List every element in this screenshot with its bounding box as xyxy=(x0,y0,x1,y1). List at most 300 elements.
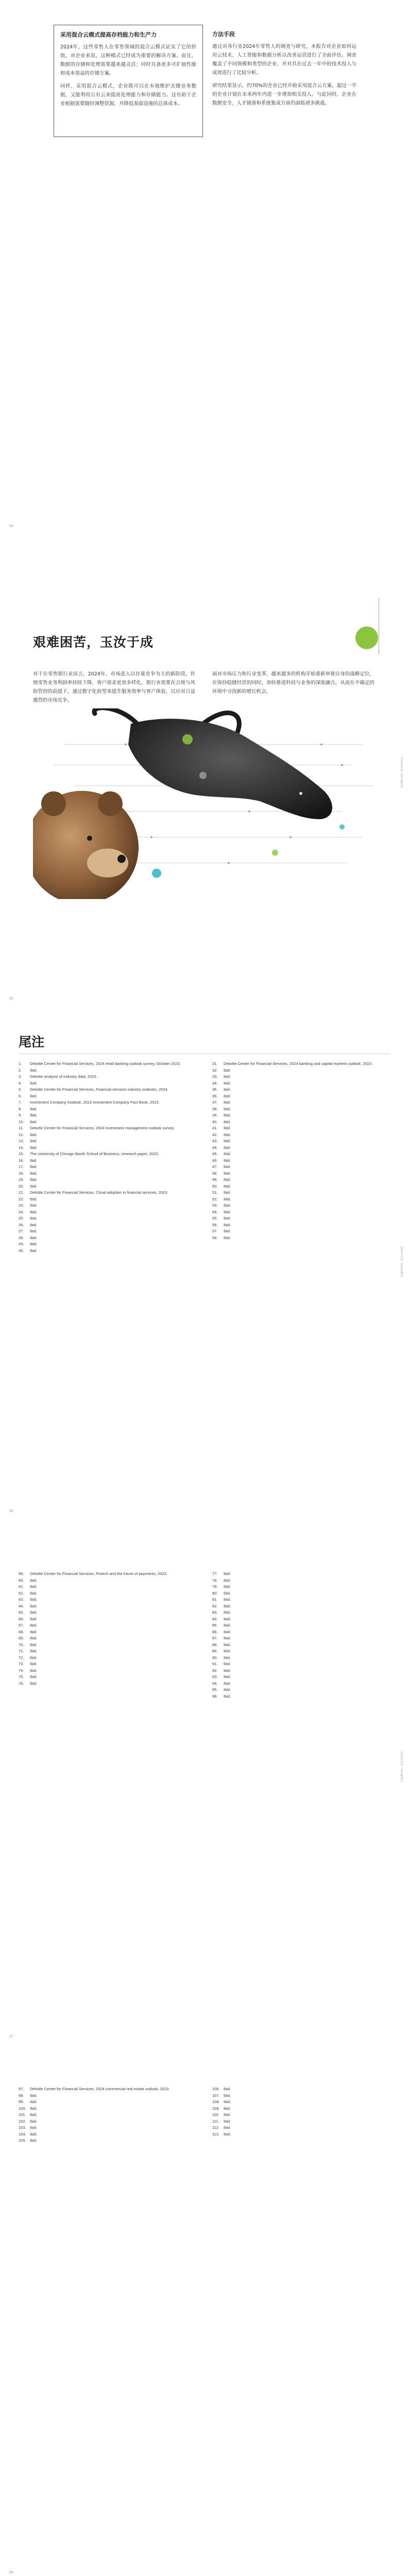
endnote-text: Ibid. xyxy=(30,1578,38,1583)
endnote xyxy=(212,1229,387,1234)
section-heading: 艰难困苦，玉汝于成 xyxy=(33,635,154,650)
endnote xyxy=(212,1081,387,1087)
endnote-number: 109. xyxy=(212,2106,220,2111)
endnote xyxy=(19,1151,194,1157)
endnote-text: Ibid. xyxy=(224,1139,231,1143)
endnote-number: 54. xyxy=(212,1209,218,1214)
endnote-number: 103. xyxy=(19,2125,26,2130)
endnote-number: 24. xyxy=(19,1209,24,1214)
methodology-paragraph: 通过对各行业2024年零售人的调查与研究，本报告对企业如何运用云技术、人工智能和数据分析以改善运营进行了全面评估。调查覆盖了不同规模和类型的企业，并对其在过去一年中的技术投入与成效进行了比较分析。 xyxy=(212,44,356,76)
page-marker: 05 xyxy=(9,997,13,1001)
endnote-number: 56. xyxy=(212,1222,218,1227)
endnote-number: 57. xyxy=(212,1229,218,1233)
endnote-number: 93. xyxy=(212,1674,218,1679)
endnote-number: 27. xyxy=(19,1229,24,1233)
endnote-text: Ibid. xyxy=(224,1687,231,1692)
endnote xyxy=(19,1087,194,1093)
endnote-number: 80. xyxy=(212,1590,218,1596)
endnote-number: 88. xyxy=(212,1642,218,1647)
endnote xyxy=(212,1571,387,1577)
endnote-number: 10. xyxy=(19,1119,24,1124)
endnote-number: 32. xyxy=(212,1067,218,1073)
notes-column-right xyxy=(212,1571,387,1700)
endnote-number: 96. xyxy=(212,1693,218,1699)
endnote-number: 60. xyxy=(19,1578,24,1583)
box-paragraph: 同样，采用混合云模式，企业既可以在本地维护关键业务数据，又能利用公有云来提高处理能力和存储能力。这有助于企业根据需要随时调整资源，并降低基础设施的总体成本。 xyxy=(60,83,196,107)
endnote-number: 68. xyxy=(19,1629,24,1634)
endnote-number: 5. xyxy=(19,1087,22,1092)
endnote-number: 65. xyxy=(19,1610,24,1615)
endnote-number: 62. xyxy=(19,1590,24,1596)
endnote-number: 72. xyxy=(19,1655,24,1660)
endnote-text: Ibid. xyxy=(224,1209,231,1214)
bear-figure xyxy=(33,791,139,899)
endnote-text: Ibid. xyxy=(224,1132,231,1137)
endnote-number: 47. xyxy=(212,1164,218,1169)
endnote xyxy=(19,1061,194,1067)
endnote-text: Ibid. xyxy=(224,1145,231,1150)
endnote-number: 45. xyxy=(212,1151,218,1156)
endnote xyxy=(212,1171,387,1177)
endnote-text: Ibid. xyxy=(224,1067,231,1073)
endnote xyxy=(212,1197,387,1202)
endnote xyxy=(19,2132,194,2138)
endnote xyxy=(19,1668,194,1674)
endnote-text: Ibid. xyxy=(30,2131,38,2137)
endnote-text: Ibid. xyxy=(224,1649,231,1653)
endnote-text: Ibid. xyxy=(224,1584,231,1589)
endnote-number: 19. xyxy=(19,1177,24,1182)
endnote xyxy=(19,1120,194,1125)
endnote-text: Ibid. xyxy=(224,1087,231,1092)
endnote-number: 26. xyxy=(19,1222,24,1227)
endnote-text: Ibid. xyxy=(224,1106,231,1111)
endnote-number: 81. xyxy=(212,1597,218,1602)
endnote xyxy=(212,1636,387,1641)
endnote-number: 44. xyxy=(212,1145,218,1150)
endnote-number: 46. xyxy=(212,1158,218,1163)
endnote xyxy=(19,1132,194,1138)
endnote-text: Ibid. xyxy=(30,1584,38,1589)
endnote xyxy=(19,1681,194,1687)
endnote xyxy=(19,1248,194,1254)
endnote xyxy=(19,1171,194,1177)
endnote xyxy=(212,1113,387,1118)
endnote-number: 59. xyxy=(19,1571,24,1576)
endnote xyxy=(212,1210,387,1215)
endnote-text: Ibid. xyxy=(30,1649,38,1653)
endnote xyxy=(212,1681,387,1687)
endnote-number: 73. xyxy=(19,1662,24,1666)
endnote-number: 36. xyxy=(212,1093,218,1098)
endnote xyxy=(212,1068,387,1074)
endnote-text: Ibid. xyxy=(224,1616,231,1621)
notes-column-right xyxy=(212,2087,387,2138)
endnote xyxy=(212,1694,387,1700)
methodology-paragraph: 研究结果显示，约70%的企业已经开始采用混合云方案，超过一半的企业计划在未来两年内进一步增加相关投入。与此同时，企业在数据安全、人才储备和系统集成方面仍面临诸多挑战。 xyxy=(212,83,356,106)
endnote xyxy=(19,1636,194,1641)
endnote-text: Ibid. xyxy=(30,1229,38,1233)
endnote-text: Ibid. xyxy=(224,1119,231,1124)
endnote-text: Ibid. xyxy=(30,1242,38,1246)
endnote-text: Ibid. xyxy=(30,1203,38,1208)
endnote-number: 39. xyxy=(212,1113,218,1117)
endnote-number: 50. xyxy=(212,1183,218,1189)
endnote-text: Ibid. xyxy=(224,1196,231,1201)
endnote xyxy=(212,1578,387,1584)
endnote xyxy=(212,1591,387,1597)
endnote xyxy=(212,1216,387,1222)
endnote-number: 31. xyxy=(212,1061,218,1066)
endnote-text: Ibid. xyxy=(224,1571,231,1576)
endnote-text: Ibid. xyxy=(224,1674,231,1679)
endnote-number: 112. xyxy=(212,2125,220,2130)
endnote-text: Investment Company Institute, 2023 Investment Company Fact Book, 2023. xyxy=(30,1100,160,1105)
endnote-number: 94. xyxy=(212,1681,218,1686)
endnote-number: 41. xyxy=(212,1126,218,1130)
endnote-text: Ibid. xyxy=(30,2119,38,2124)
endnote xyxy=(212,2119,387,2125)
endnote-text: Ibid. xyxy=(30,1113,38,1117)
endnote xyxy=(212,1100,387,1106)
endnote xyxy=(19,1597,194,1603)
endnote-text: Ibid. xyxy=(30,1080,38,1086)
page-marker: 08 xyxy=(9,2571,13,2574)
endnote-number: 52. xyxy=(212,1196,218,1201)
endnote-text: Ibid. xyxy=(224,1578,231,1583)
endnote-number: 110. xyxy=(212,2112,220,2117)
endnote-text: Ibid. xyxy=(30,1235,38,1240)
endnote xyxy=(19,1571,194,1577)
endnote-number: 61. xyxy=(19,1584,24,1589)
methodology-column xyxy=(212,30,356,112)
endnote-number: 69. xyxy=(19,1636,24,1640)
endnote-text: Ibid. xyxy=(224,1629,231,1634)
endnote-text: Ibid. xyxy=(224,1597,231,1602)
accent-dot xyxy=(355,626,378,649)
endnote-text: Ibid. xyxy=(30,1139,38,1143)
endnote-text: Ibid. xyxy=(224,2099,231,2104)
endnote-number: 40. xyxy=(212,1119,218,1124)
endnote-number: 95. xyxy=(212,1687,218,1692)
endnote-number: 90. xyxy=(212,1655,218,1660)
endnote-text: Ibid. xyxy=(30,1177,38,1182)
endnote-number: 43. xyxy=(212,1139,218,1143)
endnote-text: Ibid. xyxy=(224,1158,231,1163)
endnote-number: 49. xyxy=(212,1177,218,1182)
endnote-number: 92. xyxy=(212,1668,218,1673)
endnote-text: Ibid. xyxy=(224,1216,231,1221)
endnote xyxy=(19,1584,194,1590)
endnote-text: Ibid. xyxy=(30,1171,38,1176)
endnote-number: 29. xyxy=(19,1242,24,1246)
endnote-text: Ibid. xyxy=(224,2125,231,2130)
endnote-text: Ibid. xyxy=(30,2138,38,2143)
endnote-text: Ibid. xyxy=(30,1681,38,1686)
hybrid-cloud-box xyxy=(54,25,203,137)
endnote xyxy=(212,1610,387,1616)
endnote-text: Deloitte Center for Financial Services, 2024 investment management outlook survey. xyxy=(30,1126,175,1130)
endnote-text: Ibid. xyxy=(224,1093,231,1098)
endnote-number: 23. xyxy=(19,1203,24,1208)
endnote-text: Ibid. xyxy=(224,1235,231,1240)
endnote-text: Ibid. xyxy=(30,2125,38,2130)
endnote xyxy=(212,1655,387,1661)
endnote-number: 4. xyxy=(19,1080,22,1086)
endnote xyxy=(19,1229,194,1234)
endnote-number: 20. xyxy=(19,1183,24,1189)
endnote-number: 75. xyxy=(19,1674,24,1679)
endnote-text: Ibid. xyxy=(30,1655,38,1660)
endnote-number: 42. xyxy=(212,1132,218,1137)
bull-bear-illustration xyxy=(33,708,376,899)
endnote-text: Ibid. xyxy=(30,2099,38,2104)
endnote xyxy=(212,1203,387,1209)
endnote-text: Ibid. xyxy=(224,1190,231,1195)
endnote-number: 2. xyxy=(19,1067,22,1073)
endnote-text: Deloitte Center for Financial Services, 2024 retail banking outlook survey, October 2023. xyxy=(30,1061,181,1066)
endnote xyxy=(212,1623,387,1629)
endnote-text: Ibid. xyxy=(30,1623,38,1628)
endnote xyxy=(212,1145,387,1151)
endnote-text: Ibid. xyxy=(224,1151,231,1156)
endnote-number: 66. xyxy=(19,1616,24,1621)
endnote xyxy=(19,1617,194,1622)
endnote-text: Ibid. xyxy=(30,1164,38,1169)
endnote-text: Deloitte Center for Financial Services, Fintech and the future of payments, 2023. xyxy=(30,1571,167,1576)
endnote xyxy=(212,1132,387,1138)
endnote xyxy=(212,1674,387,1680)
endnote-text: Ibid. xyxy=(224,1662,231,1666)
endnote-text: Ibid. xyxy=(224,1203,231,1208)
endnote-text: Ibid. xyxy=(30,1132,38,1137)
endnote-number: 15. xyxy=(19,1151,24,1156)
endnote-text: Ibid. xyxy=(224,1183,231,1189)
endnote-text: Ibid. xyxy=(224,1126,231,1130)
endnote-number: 74. xyxy=(19,1668,24,1673)
endnote-number: 34. xyxy=(212,1080,218,1086)
endnote-number: 8. xyxy=(19,1106,22,1111)
endnote-text: Deloitte Center for Financial Services, 2024 commercial real estate outlook, 2023. xyxy=(30,2087,170,2091)
endnote xyxy=(19,1655,194,1661)
page-marker: 06 xyxy=(9,1510,13,1513)
endnote xyxy=(212,1120,387,1125)
endnote-text: Ibid. xyxy=(30,1642,38,1647)
endnote-text: The University of Chicago Booth School of Business, research paper, 2023. xyxy=(30,1151,159,1156)
endnote xyxy=(212,1642,387,1648)
endnote-text: Ibid. xyxy=(224,1113,231,1117)
endnote-number: 51. xyxy=(212,1190,218,1195)
endnote-text: Ibid. xyxy=(30,1106,38,1111)
methodology-heading: 方法手段 xyxy=(212,31,235,38)
endnote-text: Ibid. xyxy=(224,1668,231,1673)
endnote xyxy=(212,1184,387,1190)
endnote-text: Ibid. xyxy=(224,1590,231,1596)
endnote-text: Ibid. xyxy=(30,1603,38,1608)
endnote-text: Ibid. xyxy=(224,1177,231,1182)
endnote xyxy=(212,2112,387,2118)
endnote-text: Ibid. xyxy=(224,1229,231,1233)
endnote-number: 108. xyxy=(212,2099,220,2104)
endnote xyxy=(212,1139,387,1144)
endnote xyxy=(212,1584,387,1590)
endnote xyxy=(212,2125,387,2131)
side-tag: Deloitte Insights xyxy=(400,757,403,788)
bull-figure xyxy=(94,708,332,819)
endnote-text: Ibid. xyxy=(224,2087,231,2091)
endnote-number: 76. xyxy=(19,1681,24,1686)
endnote-text: Ibid. xyxy=(30,1674,38,1679)
endnote-text: Ibid. xyxy=(30,1145,38,1150)
endnote-number: 100. xyxy=(19,2106,26,2111)
endnote-number: 22. xyxy=(19,1196,24,1201)
endnote-text: Ibid. xyxy=(224,1636,231,1640)
endnote-text: Ibid. xyxy=(30,1629,38,1634)
endnote-number: 18. xyxy=(19,1171,24,1176)
endnote-number: 17. xyxy=(19,1164,24,1169)
endnote xyxy=(19,1139,194,1144)
endnote-number: 78. xyxy=(212,1578,218,1583)
endnote-text: Ibid. xyxy=(224,1164,231,1169)
endnote-text: Deloitte analysis of industry data, 2023. xyxy=(30,1074,97,1079)
endnote xyxy=(212,1094,387,1099)
endnote xyxy=(19,1197,194,1202)
endnote-text: Ibid. xyxy=(30,1216,38,1221)
section-heading-wrap xyxy=(33,632,154,651)
endnote-text: Ibid. xyxy=(30,1248,38,1253)
endnote-text: Ibid. xyxy=(30,1662,38,1666)
endnote xyxy=(19,1074,194,1080)
endnote-number: 99. xyxy=(19,2099,24,2104)
endnote-number: 25. xyxy=(19,1216,24,1221)
endnote xyxy=(19,2119,194,2125)
endnote-number: 84. xyxy=(212,1616,218,1621)
notes-column-left xyxy=(19,1571,194,1687)
endnote-text: Ibid. xyxy=(30,1636,38,1640)
endnote xyxy=(19,1235,194,1241)
endnote-number: 89. xyxy=(212,1649,218,1653)
endnote-number: 71. xyxy=(19,1649,24,1653)
endnote xyxy=(19,1164,194,1170)
endnote-number: 1. xyxy=(19,1061,22,1066)
endnote-number: 111. xyxy=(212,2119,219,2124)
endnote-number: 107. xyxy=(212,2093,220,2098)
endnote-text: Ibid. xyxy=(30,1119,38,1124)
endnote-text: Ibid. xyxy=(224,2112,231,2117)
endnote xyxy=(212,1235,387,1241)
endnote xyxy=(212,1597,387,1603)
side-tag: Deloitte Insights xyxy=(400,1247,403,1278)
endnote-number: 106. xyxy=(212,2087,220,2091)
endnote-number: 6. xyxy=(19,1093,22,1098)
endnote-text: Ibid. xyxy=(224,1642,231,1647)
endnote-number: 13. xyxy=(19,1139,24,1143)
box-heading: 采用混合云模式提高存档能力和生产力 xyxy=(60,31,157,38)
endnote xyxy=(19,1184,194,1190)
endnote-text: Ibid. xyxy=(30,1616,38,1621)
endnote xyxy=(19,1210,194,1215)
endnote xyxy=(212,2087,387,2092)
endnote-text: Ibid. xyxy=(30,2112,38,2117)
endnote xyxy=(19,2099,194,2105)
endnote-text: Ibid. xyxy=(224,1681,231,1686)
endnote-text: Ibid. xyxy=(30,1093,38,1098)
page-marker: 04 xyxy=(9,524,13,528)
intro-column-left: 对于在零售银行业而言，2024年，市场进入以存量竞争为主的新阶段，传统零售业务利润率持续下降，客户需求更加多样化。银行业需要在合规与风险管控的前提下，通过数字化转型来提升服务效率与客户体验，以应对日益激烈的市场竞争。 xyxy=(33,671,195,703)
endnote xyxy=(19,1591,194,1597)
endnote-number: 91. xyxy=(212,1662,218,1666)
endnote-text: Ibid. xyxy=(224,1693,231,1699)
endnote-text: Deloitte Center for Financial Services, Financial services industry outlooks, 2024. xyxy=(30,1087,168,1092)
endnote-text: Ibid. xyxy=(224,1100,231,1105)
endnote-text: Ibid. xyxy=(30,1067,38,1073)
endnote-text: Deloitte Center for Financial Services, Cloud adoption in financial services, 2023. xyxy=(30,1190,168,1195)
endnote-number: 55. xyxy=(212,1216,218,1221)
endnote xyxy=(19,1158,194,1164)
endnote-number: 35. xyxy=(212,1087,218,1092)
endnote-number: 105. xyxy=(19,2138,26,2143)
endnote-number: 97. xyxy=(19,2087,24,2091)
endnote xyxy=(212,1190,387,1196)
endnote xyxy=(212,1177,387,1183)
endnote xyxy=(19,2106,194,2112)
notes-column-left xyxy=(19,1061,194,1255)
endnote-text: Ibid. xyxy=(30,2106,38,2111)
endnote-text: Ibid. xyxy=(30,1668,38,1673)
endnote xyxy=(19,1578,194,1584)
endnote xyxy=(212,1151,387,1157)
endnote xyxy=(19,1630,194,1635)
endnote-text: Ibid. xyxy=(224,1222,231,1227)
endnote xyxy=(212,2093,387,2099)
endnote xyxy=(19,2093,194,2099)
endnote-number: 101. xyxy=(19,2112,26,2117)
endnote-number: 21. xyxy=(19,1190,24,1195)
endnote-number: 63. xyxy=(19,1597,24,1602)
endnote-number: 98. xyxy=(19,2093,24,2098)
endnote xyxy=(19,2087,194,2092)
endnote xyxy=(212,1164,387,1170)
endnote-number: 70. xyxy=(19,1642,24,1647)
endnote xyxy=(212,1662,387,1667)
endnote xyxy=(19,1190,194,1196)
endnote-number: 11. xyxy=(19,1126,24,1130)
endnote-number: 82. xyxy=(212,1603,218,1608)
endnote-text: Ibid. xyxy=(30,1597,38,1602)
endnote xyxy=(212,1087,387,1093)
endnote xyxy=(19,1145,194,1151)
endnote xyxy=(19,1242,194,1247)
endnote-number: 28. xyxy=(19,1235,24,1240)
endnote xyxy=(212,1668,387,1674)
endnote-text: Ibid. xyxy=(30,1158,38,1163)
endnote-text: Ibid. xyxy=(224,2119,231,2124)
endnote xyxy=(19,1623,194,1629)
endnote xyxy=(212,2132,387,2138)
endnote-number: 37. xyxy=(212,1100,218,1105)
endnote-text: Ibid. xyxy=(30,2093,38,2098)
endnote xyxy=(19,2125,194,2131)
endnote xyxy=(212,1158,387,1164)
notes-column-left xyxy=(19,2087,194,2145)
endnote xyxy=(19,1126,194,1131)
endnote-text: Ibid. xyxy=(224,1171,231,1176)
page-marker: 07 xyxy=(9,2035,13,2039)
endnote-number: 104. xyxy=(19,2131,26,2137)
endnote-number: 30. xyxy=(19,1248,24,1253)
endnote xyxy=(212,1074,387,1080)
endnote-number: 33. xyxy=(212,1074,218,1079)
